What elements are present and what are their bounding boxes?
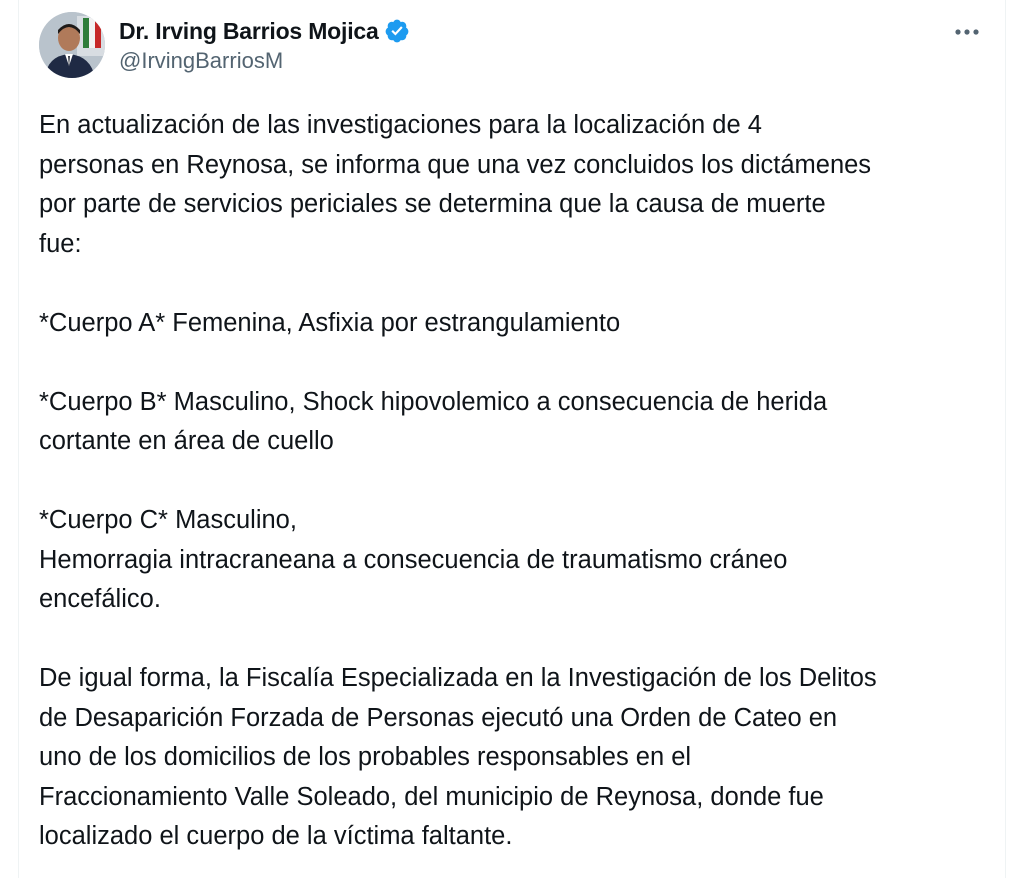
paragraph-spacer: [39, 343, 989, 383]
paragraph-spacer: [39, 264, 989, 304]
tweet-text-line: cortante en área de cuello: [39, 427, 334, 455]
tweet-text-line: *Cuerpo A* Femenina, Asfixia por estrangulamiento: [39, 308, 621, 337]
more-options-icon[interactable]: [949, 18, 985, 46]
verified-badge-icon: [384, 18, 410, 44]
avatar[interactable]: [39, 12, 105, 78]
paragraph-spacer: [39, 462, 989, 502]
author-info: [119, 16, 410, 74]
author-display-name[interactable]: Dr. Irving Barrios Mojica: [119, 17, 379, 44]
tweet-text-line: fue:: [39, 229, 82, 258]
tweet-text-line: personas en Reynosa, se informa que una vez concluidos los dictámenes: [39, 150, 872, 179]
tweet-text-line: por parte de servicios periciales se determina que la causa de muerte: [39, 190, 826, 218]
paragraph-spacer: [39, 620, 989, 660]
tweet-text-line: En actualización de las investigaciones para la localización de 4: [39, 111, 762, 139]
tweet-text-line: de Desaparición Forzada de Personas ejecutó una Orden de Cateo en: [39, 703, 838, 732]
tweet-text-line: encefálico.: [39, 585, 161, 613]
tweet-text-line: *Cuerpo B* Masculino, Shock hipovolemico a consecuencia de herida: [39, 387, 828, 416]
tweet-header: [39, 12, 989, 80]
name-row: [119, 16, 410, 46]
tweet-text-line: uno de los domicilios de los probables responsables en el: [39, 743, 692, 771]
author-handle[interactable]: @IrvingBarriosM: [119, 48, 284, 73]
tweet-card: [18, 0, 1006, 878]
tweet-text-line: Fraccionamiento Valle Soleado, del municipio de Reynosa, donde fue: [39, 782, 824, 811]
tweet-text-line: localizado el cuerpo de la víctima faltante.: [39, 822, 513, 850]
tweet-text: [39, 106, 989, 857]
tweet-text-line: Hemorragia intracraneana a consecuencia de traumatismo cráneo: [39, 545, 788, 574]
tweet-text-line: *Cuerpo C* Masculino,: [39, 506, 297, 534]
tweet-text-line: De igual forma, la Fiscalía Especializada en la Investigación de los Delitos: [39, 664, 877, 692]
